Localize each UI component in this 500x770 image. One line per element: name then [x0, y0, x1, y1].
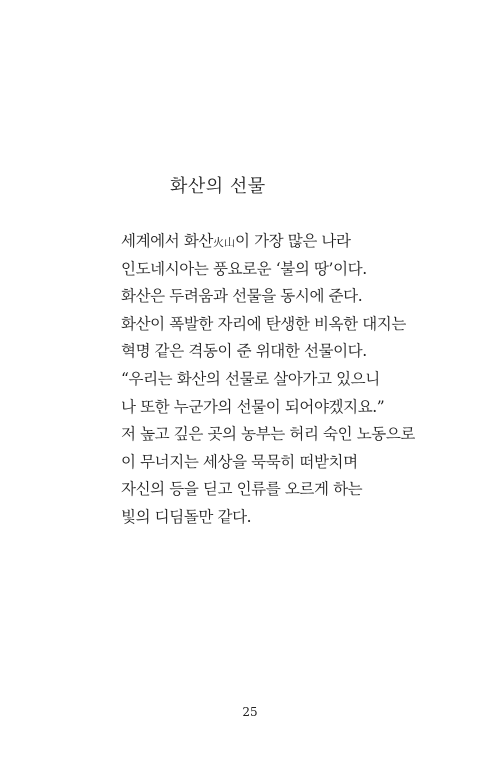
poem-line: 나 또한 누군가의 선물이 되어야겠지요.”	[121, 397, 385, 416]
poem-body	[121, 228, 481, 532]
poem-line: 저 높고 깊은 곳의 농부는 허리 숙인 노동으로	[121, 425, 416, 444]
poem-line	[121, 228, 481, 256]
poem-line-text: 세계에서 화산	[121, 232, 213, 250]
poem-line: 자신의 등을 딛고 인류를 오르게 하는	[121, 480, 363, 499]
poem-line: 화산은 두려움과 선물을 동시에 준다.	[121, 287, 363, 306]
hanja-annotation: 火山	[212, 236, 235, 249]
poem-line: 화산이 폭발한 자리에 탄생한 비옥한 대지는	[121, 314, 406, 333]
poem-line: “우리는 화산의 선물로 살아가고 있으니	[121, 369, 380, 388]
poem-line: 빛의 디딤돌만 같다.	[121, 507, 252, 526]
poem-line: 인도네시아는 풍요로운 ‘불의 땅’이다.	[121, 259, 367, 278]
page-number: 25	[242, 705, 258, 719]
poem-line: 혁명 같은 격동이 준 위대한 선물이다.	[121, 342, 367, 361]
poem-line: 이 무너지는 세상을 묵묵히 떠받치며	[121, 452, 358, 471]
poem-line-text: 이 가장 많은 나라	[234, 232, 351, 250]
poem-title: 화산의 선물	[170, 176, 266, 197]
